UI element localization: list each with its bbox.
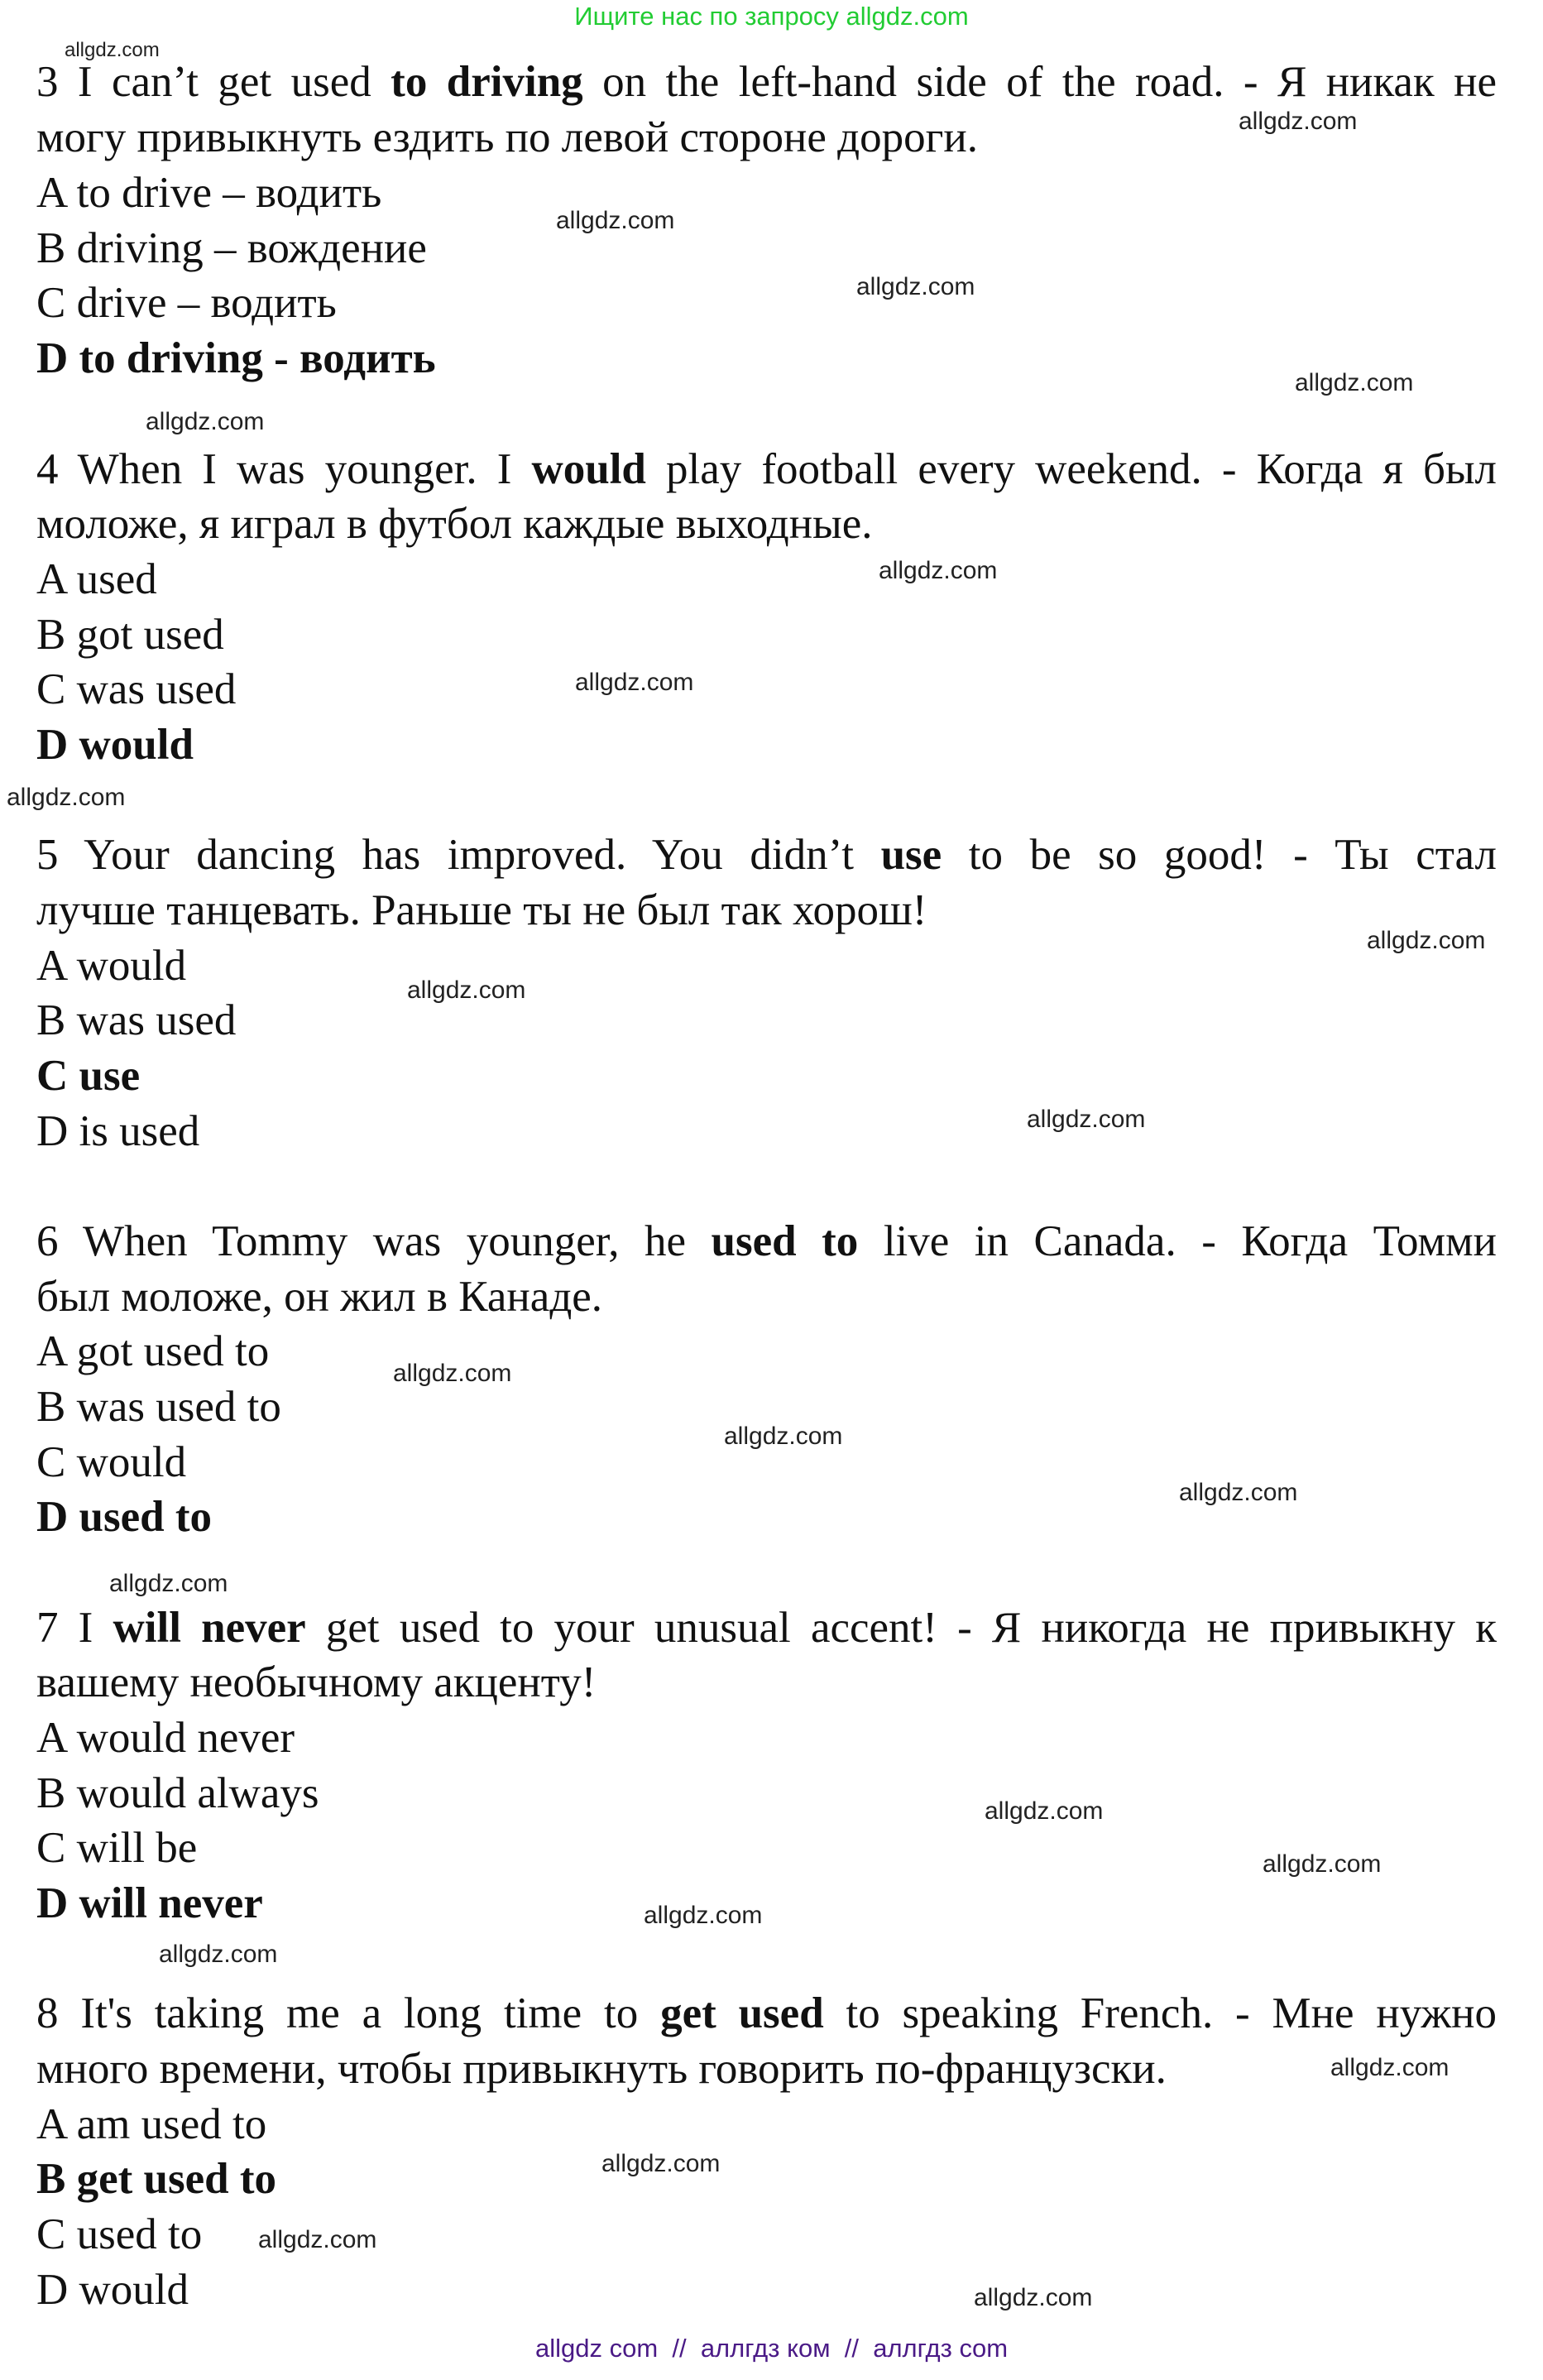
option-b: B was used [36,996,237,1044]
option-a: A to drive – водить [36,169,382,217]
option-d-correct: D used to [36,1493,213,1541]
option-c: C used to [36,2210,203,2258]
question-translation: много времени, чтобы привыкнуть говорить по-французски. [36,2045,1167,2093]
watermark: allgdz.com [985,1797,1104,1825]
watermark: allgdz.com [146,408,265,435]
watermark: allgdz.com [879,557,998,584]
highlighted-answer: get used [660,1989,824,2037]
option-d: D would [36,2266,189,2314]
watermark: allgdz.com [407,976,526,1004]
question-translation: вашему необычному акценту! [36,1658,597,1706]
option-c: C drive – водить [36,279,337,327]
question-text: 4 When I was younger. I would play football every weekend. - Когда я был [36,445,1497,493]
highlighted-answer: use [880,831,942,879]
watermark: allgdz.com [258,2226,377,2253]
option-d-correct: D would [36,721,194,769]
highlighted-answer: used to [711,1217,859,1265]
option-b: B would always [36,1769,319,1817]
option-b: B got used [36,611,224,659]
question-text: 3 I can’t get used to driving on the left-hand side of the road. - Я никак не [36,58,1497,106]
option-c: C would [36,1438,187,1486]
highlighted-answer: will never [113,1604,306,1652]
watermark: allgdz.com [974,2284,1093,2311]
option-a: A used [36,555,157,603]
option-a: A am used to [36,2100,267,2148]
option-d: D is used [36,1107,200,1155]
watermark: allgdz.com [7,784,126,811]
watermark: allgdz.com [1295,369,1414,396]
question-text: 6 When Tommy was younger, he used to live in Canada. - Когда Томми [36,1217,1497,1265]
watermark: allgdz.com [393,1360,512,1387]
option-c: C was used [36,665,237,713]
option-b-correct: B get used to [36,2155,277,2203]
option-a: A would [36,942,187,990]
question-text: 5 Your dancing has improved. You didn’t use to be so good! - Ты стал [36,831,1497,879]
watermark: allgdz.com [644,1902,763,1929]
header-banner: Ищите нас по запросу allgdz.com [574,2,969,31]
question-text: 8 It's taking me a long time to get used to speaking French. - Мне нужно [36,1989,1497,2037]
option-c-correct: C use [36,1052,141,1100]
watermark: allgdz.com [1263,1850,1382,1878]
watermark: allgdz.com [1179,1479,1298,1506]
watermark: allgdz.com [65,39,160,61]
watermark: allgdz.com [1239,108,1358,135]
question-text: 7 I will never get used to your unusual accent! - Я никогда не привыкну к [36,1604,1497,1652]
question-translation: лучше танцевать. Раньше ты не был так хорош! [36,886,927,934]
watermark: allgdz.com [109,1570,228,1597]
watermark: allgdz.com [724,1423,843,1450]
watermark: allgdz.com [601,2150,721,2177]
watermark: allgdz.com [856,273,975,300]
option-b: B was used to [36,1383,281,1431]
watermark: allgdz.com [159,1941,278,1968]
question-translation: моложе, я играл в футбол каждые выходные. [36,500,873,548]
option-b: B driving – вождение [36,224,427,272]
option-a: A would never [36,1714,295,1762]
highlighted-answer: would [531,445,646,493]
option-c: C will be [36,1824,198,1872]
watermark: allgdz.com [575,669,694,696]
option-d-correct: D to driving - водить [36,334,436,382]
watermark: allgdz.com [556,207,675,234]
footer-banner: allgdz com // аллгдз ком // аллгдз com [534,2334,1009,2363]
highlighted-answer: to driving [391,58,583,106]
watermark: allgdz.com [1367,927,1486,954]
question-translation: могу привыкнуть ездить по левой стороне дороги. [36,113,978,161]
watermark: allgdz.com [1330,2054,1450,2081]
option-a: A got used to [36,1327,270,1375]
option-d-correct: D will never [36,1879,263,1927]
watermark: allgdz.com [1027,1106,1146,1133]
question-translation: был моложе, он жил в Канаде. [36,1273,603,1321]
